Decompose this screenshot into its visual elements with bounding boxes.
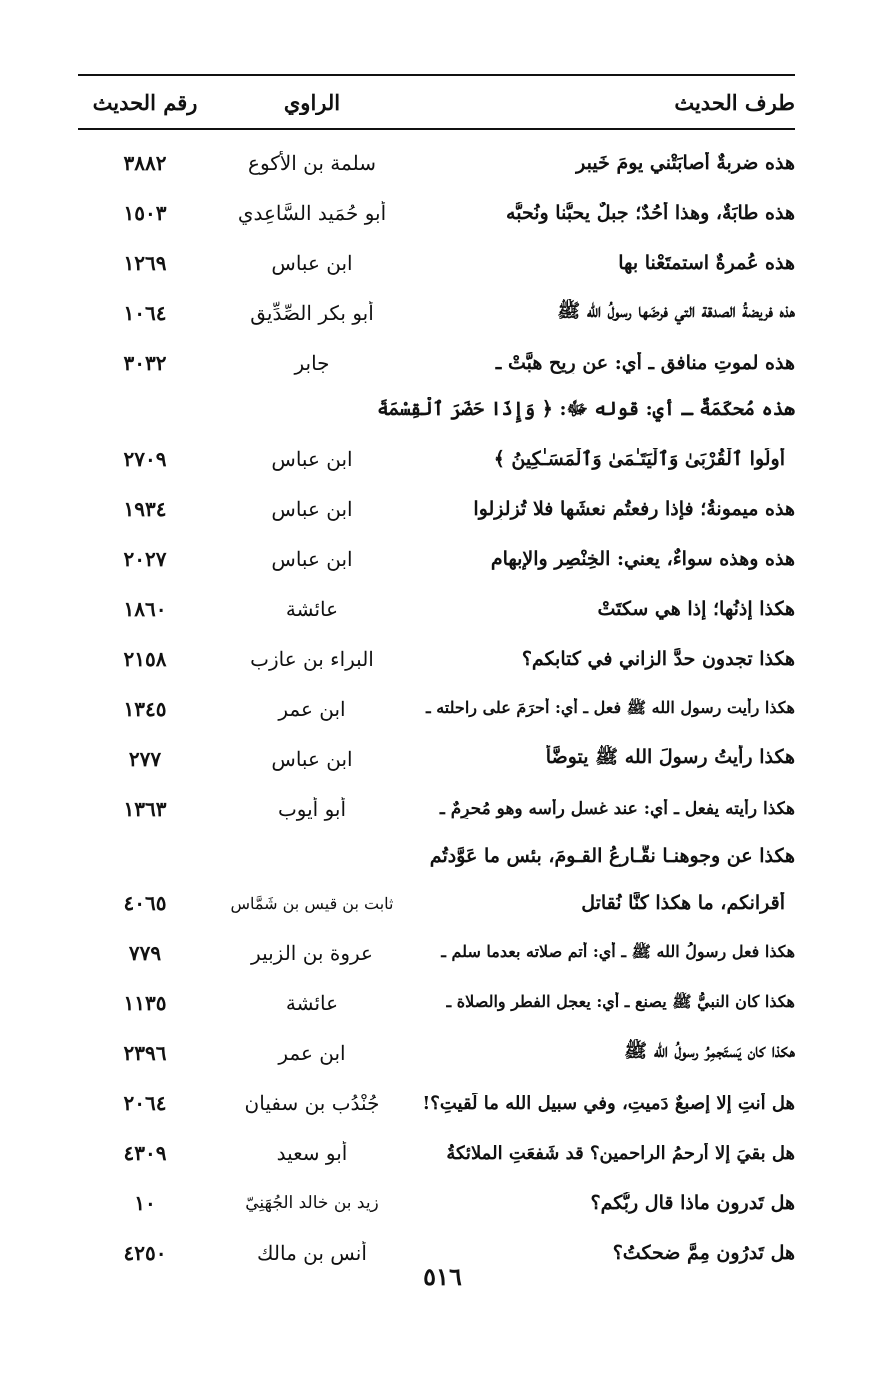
table-row xyxy=(78,684,795,734)
hadith-number: ١١٣٥ xyxy=(123,991,167,1015)
narrator: عائشة xyxy=(285,597,339,621)
header-hadith-text: طرف الحديث xyxy=(674,89,795,115)
hadith-text: هكذا فعل رسولُ الله ﷺ ـ أي: أتم صلاته بعدما سلم ـ xyxy=(441,941,795,961)
hadith-text: هكذا رأيت رسول الله ﷺ فعل ـ أي: أحرَمَ على راحلته ـ xyxy=(425,697,795,717)
table-row xyxy=(78,1178,795,1228)
hadith-number: ٢٣٩٦ xyxy=(123,1041,167,1065)
table-row xyxy=(78,484,795,534)
hadith-number: ١٠٦٤ xyxy=(123,301,167,325)
table-row xyxy=(78,1028,795,1078)
header-hadith-number: رقم الحديث xyxy=(92,89,198,115)
narrator: عائشة xyxy=(285,991,339,1015)
hadith-number: ٢١٥٨ xyxy=(123,647,167,671)
hadith-number: ٧٧٩ xyxy=(128,941,162,965)
hadith-number: ٤٠٦٥ xyxy=(123,891,167,915)
narrator: أبو أيوب xyxy=(277,797,347,821)
table-row xyxy=(78,434,795,484)
hadith-text-continuation: أقرانكم، ما هكذا كنَّا نُقاتل xyxy=(581,892,785,914)
hadith-text: هذه مُحكَمَةٌ ـ أي: قوله ﷻ: ﴿ وَإِذَا حَضَرَ ٱلْقِسْمَةَ xyxy=(377,398,795,420)
narrator: عروة بن الزبير xyxy=(251,941,373,965)
hadith-number: ٣٠٣٢ xyxy=(123,351,167,375)
hadith-text: هكذا رأيته يفعل ـ أي: عند غسل رأسه وهو مُحرِمٌ ـ xyxy=(439,799,795,819)
table-row xyxy=(78,784,795,834)
hadith-text: هذه وهذه سواءٌ، يعني: الخِنْصِر والإبهام xyxy=(490,548,795,570)
hadith-number: ٢٠٢٧ xyxy=(123,547,167,571)
table-row xyxy=(78,1128,795,1178)
narrator: سلمة بن الأكوع xyxy=(248,151,376,175)
hadith-number: ٢٧٧ xyxy=(128,747,162,771)
hadith-text: هذه ميمونةُ؛ فإذا رفعتُم نعشَها فلا تُزلزِلوا xyxy=(473,498,795,520)
narrator: ثابت بن قيس بن شَمَّاس xyxy=(230,893,394,913)
hadith-number: ١٨٦٠ xyxy=(123,597,167,621)
table-row xyxy=(78,238,795,288)
hadith-text: هذه لموتِ منافقٍ ـ أي: عن رِيح هبَّتْ ـ xyxy=(495,352,795,374)
table-row xyxy=(78,388,795,434)
table-row xyxy=(78,1078,795,1128)
hadith-number: ١٣٤٥ xyxy=(123,697,167,721)
narrator: ابن عباس xyxy=(271,747,353,771)
hadith-number: ١٩٣٤ xyxy=(123,497,167,521)
hadith-text: هكذا كان النبيُّ ﷺ يصنع ـ أي: يعجل الفطر والصلاة ـ xyxy=(446,991,795,1011)
hadith-number: ١٥٠٣ xyxy=(123,201,167,225)
narrator: ابن عمر xyxy=(278,697,346,721)
table-row xyxy=(78,834,795,878)
narrator: جُنْدُب بن سفيان xyxy=(244,1091,380,1115)
table-row xyxy=(78,534,795,584)
hadith-number: ٣٨٨٢ xyxy=(123,151,167,175)
narrator: ابن عباس xyxy=(271,547,353,571)
hadith-number: ١٢٦٩ xyxy=(123,251,167,275)
hadith-text: هكذا كان يَستَجمِرُ رسولُ الله ﷺ xyxy=(624,1040,795,1062)
hadith-text: هل بقيَ إلا أرحمُ الراحمين؟ قد شَفعَتِ الملائكةُ xyxy=(446,1142,795,1164)
narrator: زيد بن خالد الجُهَنِيّ xyxy=(245,1193,379,1213)
hadith-number: ٤٣٠٩ xyxy=(123,1141,167,1165)
hadith-text: هل أنتِ إلا إصبعٌ دَميتِ، وفي سبيل الله ما لَقيتِ؟! xyxy=(422,1092,795,1114)
narrator: ابن عباس xyxy=(271,497,353,521)
hadith-text: هذه طابَةٌ، وهذا أُحُدٌ؛ جبلٌ يحبُّنا ونُحبُّه xyxy=(506,202,795,224)
narrator: أبو سعيد xyxy=(276,1141,348,1165)
hadith-number: ٢٠٦٤ xyxy=(123,1091,167,1115)
header-narrator: الراوي xyxy=(283,89,341,115)
hadith-text-continuation: أُولُوا ٱلْقُرْبَىٰ وَٱلْيَتَـٰمَىٰ وَٱلْمَسَـٰكِينُ ﴾ xyxy=(493,448,785,470)
table-row xyxy=(78,634,795,684)
hadith-text: هكذا إذنُها؛ إذا هي سكتَتْ xyxy=(597,598,795,620)
hadith-number: ٤٢٥٠ xyxy=(123,1241,167,1265)
narrator: ابن عمر xyxy=(278,1041,346,1065)
narrator: البراء بن عازب xyxy=(250,647,374,671)
narrator: أنس بن مالك xyxy=(257,1241,367,1265)
narrator: ابن عباس xyxy=(271,251,353,275)
page-number: ٥١٦ xyxy=(423,1262,462,1291)
hadith-text: هذه فريضةُ الصدقة التي فرضَها رسولُ الله ﷺ xyxy=(557,300,795,322)
hadith-number: ١٠ xyxy=(134,1191,156,1215)
table-row xyxy=(78,978,795,1028)
table-row xyxy=(78,928,795,978)
table-header xyxy=(78,76,795,130)
table-row xyxy=(78,188,795,238)
hadith-text: هذه عُمرةٌ استمتَعْنا بها xyxy=(618,252,795,274)
hadith-text: هل تَدرون ماذا قال ربُّكم؟ xyxy=(590,1192,795,1214)
table-row xyxy=(78,584,795,634)
hadith-index-table xyxy=(78,74,795,1278)
hadith-number: ٢٧٠٩ xyxy=(123,447,167,471)
table-row xyxy=(78,878,795,928)
narrator: ابن عباس xyxy=(271,447,353,471)
table-row xyxy=(78,734,795,784)
hadith-text: هل تَدرُون مِمَّ ضحكتُ؟ xyxy=(612,1242,795,1264)
hadith-text: هكذا رأيتُ رسولَ الله ﷺ يتوضَّأ xyxy=(545,746,795,768)
table-row xyxy=(78,138,795,188)
hadith-text: هكذا تجدون حدَّ الزاني في كتابكم؟ xyxy=(521,648,795,670)
hadith-text: هكذا عن وجوهنـا نقَّـارعُ القـومَ، بئس ما عَوَّدتُم xyxy=(429,845,795,867)
hadith-number: ١٣٦٣ xyxy=(123,797,167,821)
table-row xyxy=(78,288,795,338)
hadith-text: هذه ضربةٌ أَصابَتْني يومَ خَيبر xyxy=(576,152,795,174)
narrator: جابر xyxy=(294,351,330,375)
narrator: أبو بكر الصِّدِّيق xyxy=(250,301,374,325)
table-row xyxy=(78,338,795,388)
narrator: أبو حُمَيد السَّاعِدي xyxy=(237,201,387,225)
